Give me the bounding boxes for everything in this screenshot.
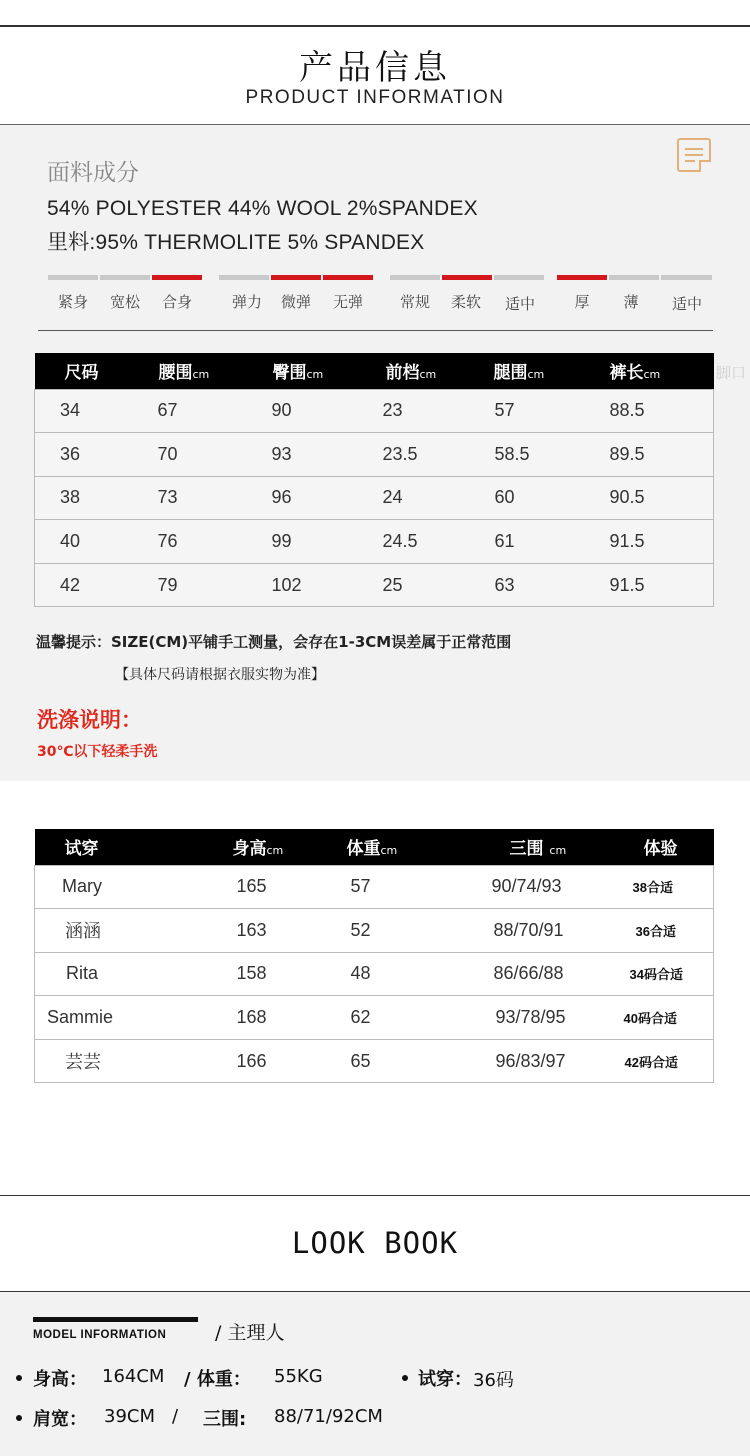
feature-bar-slight-stretch [271,275,321,280]
header-waist: 腰围cm [125,353,240,389]
fabric-title: 面料成分 [47,160,139,186]
try-on-table [34,829,714,1083]
cell-measurements: 96/83/97 [437,1039,587,1083]
cell-thigh: 63 [461,563,576,607]
wash-title: 洗涤说明： [37,708,142,732]
cell-hip: 96 [240,476,353,520]
cell-front-rise: 23 [353,389,461,433]
size-table [34,353,714,607]
feature-label-no-stretch: 无弹 [332,293,363,311]
cell-length: 88.5 [576,389,714,433]
table-row [35,952,714,996]
cell-experience: 34码合适 [587,952,714,996]
cell-front-rise: 24 [353,476,461,520]
table-row [35,433,714,477]
model-shoulder-value: 39CM [104,1406,156,1427]
header-hip: 臀围cm [240,353,353,389]
cell-weight: 52 [317,909,437,953]
measurement-tip: 温馨提示：SIZE(CM)平铺手工测量，会存在1-3CM误差属于正常范围 [36,633,512,651]
cell-weight: 62 [317,996,437,1040]
page-subtitle: PRODUCT INFORMATION [245,87,505,108]
cell-size: 42 [35,563,125,607]
feature-label-thin: 薄 [623,293,639,311]
cell-waist: 73 [125,476,240,520]
cell-length: 91.5 [576,563,714,607]
feature-bar-medium-touch [494,275,544,280]
cell-experience: 42码合适 [587,1039,714,1083]
cell-measurements: 93/78/95 [437,996,587,1040]
model-try-size-value: 36码 [473,1370,514,1391]
table-row [35,389,714,433]
header-tester: 试穿 [35,829,185,865]
feature-bar-no-stretch [323,275,373,280]
cell-height: 165 [185,865,317,909]
model-try-size: 试穿： [418,1369,472,1390]
cell-tester: Rita [35,952,185,996]
model-bust-value: 88/71/92CM [274,1406,383,1427]
cell-size: 40 [35,520,125,564]
cell-thigh: 60 [461,476,576,520]
cell-length: 90.5 [576,476,714,520]
cuff-header-overflow: 脚口 [716,364,747,382]
header-top-rule [0,25,750,27]
header-size: 尺码 [35,353,125,389]
model-info-title: / 主理人 [215,1322,285,1344]
header-experience: 体验 [587,829,714,865]
model-shoulder: 肩宽： [33,1409,87,1430]
lining-composition: 里料:95% THERMOLITE 5% SPANDEX [47,231,425,254]
cell-thigh: 57 [461,389,576,433]
feature-label-slight-stretch: 微弹 [280,293,311,311]
cell-experience: 36合适 [587,909,714,953]
bullet-icon [16,1375,22,1381]
feature-bar-thin [609,275,659,280]
feature-bar-soft [442,275,492,280]
cell-tester: 涵涵 [35,909,185,953]
feature-bar-medium-thickness [661,275,712,280]
header-height: 身高cm [185,829,317,865]
cell-hip: 102 [240,563,353,607]
cell-measurements: 90/74/93 [437,865,587,909]
cell-experience: 38合适 [587,865,714,909]
cell-length: 89.5 [576,433,714,477]
section-divider [38,330,713,331]
cell-weight: 48 [317,952,437,996]
model-separator: / [172,1406,179,1427]
feature-bar-regular [390,275,440,280]
cell-tester: Mary [35,865,185,909]
cell-front-rise: 24.5 [353,520,461,564]
header-thigh: 腿围cm [461,353,576,389]
model-info-bar [33,1317,198,1322]
size-table-header [35,353,714,389]
table-row [35,520,714,564]
cell-measurements: 86/66/88 [437,952,587,996]
cell-hip: 90 [240,389,353,433]
fabric-composition: 54% POLYESTER 44% WOOL 2%SPANDEX [47,197,478,220]
table-row [35,996,714,1040]
feature-bar-loose [100,275,150,280]
bullet-icon [402,1375,408,1381]
cell-waist: 67 [125,389,240,433]
cell-thigh: 58.5 [461,433,576,477]
page-title: 产品信息 [299,48,451,88]
cell-height: 163 [185,909,317,953]
header-weight: 体重cm [317,829,437,865]
model-bust: 三围: [203,1409,247,1430]
cell-measurements: 88/70/91 [437,909,587,953]
bullet-icon [16,1415,22,1421]
cell-waist: 70 [125,433,240,477]
note-icon [677,138,711,172]
feature-label-medium-thickness: 适中 [671,295,702,313]
feature-label-fit: 合身 [161,293,192,311]
feature-bar-stretch [219,275,269,280]
cell-weight: 65 [317,1039,437,1083]
cell-front-rise: 25 [353,563,461,607]
table-row [35,865,714,909]
table-row [35,476,714,520]
model-height-value: 164CM [102,1366,165,1387]
table-row [35,909,714,953]
model-info-label: MODEL INFORMATION [33,1329,167,1341]
cell-height: 168 [185,996,317,1040]
feature-label-stretch: 弹力 [231,293,262,311]
header-front-rise: 前档cm [353,353,461,389]
wash-instructions: 30℃以下轻柔手洗 [37,744,158,760]
feature-label-loose: 宽松 [109,293,140,311]
try-table-header [35,829,714,865]
feature-label-regular: 常规 [399,293,430,311]
model-height: 身高： [33,1369,87,1390]
header-length: 裤长cm [576,353,714,389]
feature-bar-fit [152,275,202,280]
lookbook-title: LOOK BOOK [291,1226,459,1260]
cell-waist: 76 [125,520,240,564]
cell-thigh: 61 [461,520,576,564]
cell-size: 36 [35,433,125,477]
cell-tester: Sammie [35,996,185,1040]
feature-label-tight: 紧身 [57,293,88,311]
model-weight-value: 55KG [274,1366,323,1387]
cell-waist: 79 [125,563,240,607]
cell-size: 34 [35,389,125,433]
cell-hip: 99 [240,520,353,564]
table-row [35,563,714,607]
table-row [35,1039,714,1083]
measurement-note: 【具体尺码请根据衣服实物为准】 [115,667,325,683]
cell-hip: 93 [240,433,353,477]
cell-tester: 芸芸 [35,1039,185,1083]
cell-height: 158 [185,952,317,996]
feature-label-medium-touch: 适中 [504,295,535,313]
cell-front-rise: 23.5 [353,433,461,477]
feature-bar-thick [557,275,607,280]
cell-height: 166 [185,1039,317,1083]
feature-bar-tight [48,275,98,280]
cell-weight: 57 [317,865,437,909]
lookbook-banner [0,1195,750,1292]
model-weight: / 体重： [184,1369,251,1390]
cell-length: 91.5 [576,520,714,564]
cell-size: 38 [35,476,125,520]
cell-experience: 40码合适 [587,996,714,1040]
page-header [0,0,750,126]
header-measurements: 三围 cm [437,829,587,865]
feature-label-thick: 厚 [574,293,590,311]
feature-label-soft: 柔软 [450,293,481,311]
